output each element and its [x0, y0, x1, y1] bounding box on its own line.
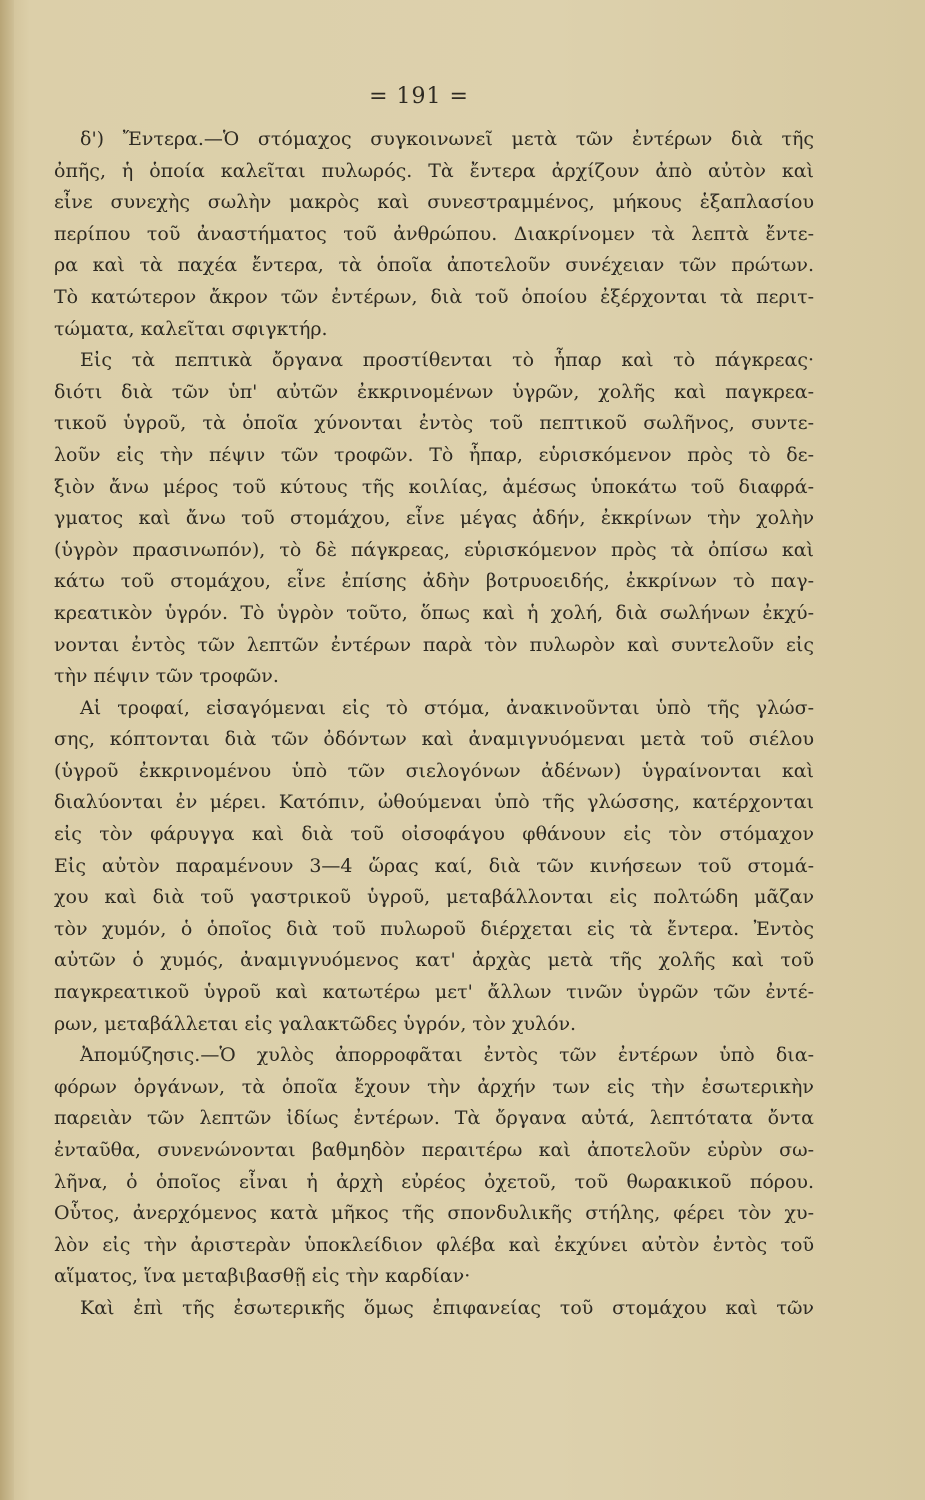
text-line: ρα καὶ τὰ παχέα ἔντερα, τὰ ὁποῖα ἀποτελοῦν συνέχειαν τῶν πρώτων.	[54, 254, 814, 277]
text-line: αὐτῶν ὁ χυμός, ἀναμιγνυόμενος κατ' ἀρχὰς μετὰ τῆς χολῆς καὶ τοῦ	[54, 949, 814, 972]
text-line: τώματα, καλεῖται σφιγκτήρ.	[54, 317, 328, 340]
page-number: = 191 =	[369, 84, 469, 109]
text-line: Ἀπομύζησις.—Ὁ χυλὸς ἀπορροφᾶται ἐντὸς τῶν ἐντέρων ὑπὸ δια-	[80, 1044, 814, 1067]
text-line: Τὸ κατώτερον ἄκρον τῶν ἐντέρων, διὰ τοῦ ὁποίου ἐξέρχονται τὰ περιτ-	[54, 285, 814, 308]
text-line: δ') Ἔντερα.—Ὁ στόμαχος συγκοινωνεῖ μετὰ τῶν ἐντέρων διὰ τῆς	[80, 128, 814, 150]
text-line: Εἰς τὰ πεπτικὰ ὄργανα προστίθενται τὸ ἧπαρ καὶ τὸ πάγκρεας·	[80, 349, 814, 372]
text-line: διότι διὰ τῶν ὑπ' αὐτῶν ἐκκρινομένων ὑγρῶν, χολῆς καὶ παγκρεα-	[54, 380, 814, 403]
text-line: Οὗτος, ἀνερχόμενος κατὰ μῆκος τῆς σπονδυλικῆς στήλης, φέρει τὸν χυ-	[54, 1202, 814, 1225]
text-line: Καὶ ἐπὶ τῆς ἐσωτερικῆς ὅμως ἐπιφανείας τοῦ στομάχου καὶ τῶν	[80, 1296, 814, 1319]
text-line: ξιὸν ἄνω μέρος τοῦ κύτους τῆς κοιλίας, ἀμέσως ὑποκάτω τοῦ διαφρά-	[54, 475, 814, 498]
text-line: (ὑγροῦ ἐκκρινομένου ὑπὸ τῶν σιελογόνων ἀδένων) ὑγραίνονται καὶ	[54, 759, 814, 782]
text-line: διαλύονται ἐν μέρει. Κατόπιν, ὠθούμεναι ὑπὸ τῆς γλώσσης, κατέρχονται	[54, 791, 814, 814]
text-line: περίπου τοῦ ἀναστήματος τοῦ ἀνθρώπου. Διακρίνομεν τὰ λεπτὰ ἔντε-	[54, 222, 814, 245]
text-line: ὀπῆς, ἡ ὁποία καλεῖται πυλωρός. Τὰ ἔντερα ἀρχίζουν ἀπὸ αὐτὸν καὶ	[54, 159, 814, 182]
text-line: λὸν εἰς τὴν ἀριστερὰν ὑποκλείδιον φλέβα καὶ ἐκχύνει αὐτὸν ἐντὸς τοῦ	[54, 1233, 814, 1256]
text-line: αἵματος, ἵνα μεταβιβασθῇ εἰς τὴν καρδίαν·	[54, 1265, 471, 1288]
text-line: εἶνε συνεχὴς σωλὴν μακρὸς καὶ συνεστραμμένος, μήκους ἑξαπλασίου	[54, 191, 814, 214]
text-line: νονται ἐντὸς τῶν λεπτῶν ἐντέρων παρὰ τὸν πυλωρὸν καὶ συντελοῦν εἰς	[54, 633, 814, 656]
text-line: σης, κόπτονται διὰ τῶν ὀδόντων καὶ ἀναμιγνυόμεναι μετὰ τοῦ σιέλου	[54, 728, 814, 751]
text-line: εἰς τὸν φάρυγγα καὶ διὰ τοῦ οἰσοφάγου φθάνουν εἰς τὸν στόμαχον	[54, 823, 814, 846]
text-line: λοῦν εἰς τὴν πέψιν τῶν τροφῶν. Τὸ ἧπαρ, εὑρισκόμενον πρὸς τὸ δε-	[54, 443, 814, 466]
text-line: γματος καὶ ἄνω τοῦ στομάχου, εἶνε μέγας ἀδήν, ἐκκρίνων τὴν χολὴν	[54, 507, 814, 530]
text-line: τὸν χυμόν, ὁ ὁποῖος διὰ τοῦ πυλωροῦ διέρχεται εἰς τὰ ἔντερα. Ἐντὸς	[54, 917, 814, 940]
text-line: τικοῦ ὑγροῦ, τὰ ὁποῖα χύνονται ἐντὸς τοῦ πεπτικοῦ σωλῆνος, συντε-	[54, 412, 814, 435]
text-line: Εἰς αὐτὸν παραμένουν 3—4 ὥρας καί, διὰ τῶν κινήσεων τοῦ στομά-	[54, 854, 814, 877]
body-text	[54, 124, 814, 1325]
text-line: (ὑγρὸν πρασινωπόν), τὸ δὲ πάγκρεας, εὑρισκόμενον πρὸς τὰ ὀπίσω καὶ	[54, 538, 814, 561]
text-line: λῆνα, ὁ ὁποῖος εἶναι ἡ ἀρχὴ εὐρέος ὀχετοῦ, τοῦ θωρακικοῦ πόρου.	[54, 1170, 814, 1193]
text-line: χου καὶ διὰ τοῦ γαστρικοῦ ὑγροῦ, μεταβάλλονται εἰς πολτώδη μᾶζαν	[54, 886, 814, 909]
page-binding-edge	[0, 0, 14, 1500]
text-line: κρεατικὸν ὑγρόν. Τὸ ὑγρὸν τοῦτο, ὅπως καὶ ἡ χολή, διὰ σωλήνων ἐκχύ-	[54, 601, 814, 624]
text-line: ρων, μεταβάλλεται εἰς γαλακτῶδες ὑγρόν, τὸν χυλόν.	[54, 1012, 577, 1035]
text-line: παρειὰν τῶν λεπτῶν ἰδίως ἐντέρων. Τὰ ὄργανα αὐτά, λεπτότατα ὄντα	[54, 1107, 814, 1130]
text-line: Αἱ τροφαί, εἰσαγόμεναι εἰς τὸ στόμα, ἀνακινοῦνται ὑπὸ τῆς γλώσ-	[80, 696, 814, 719]
text-line: κάτω τοῦ στομάχου, εἶνε ἐπίσης ἀδὴν βοτρυοειδής, ἐκκρίνων τὸ παγ-	[54, 570, 814, 593]
text-line: παγκρεατικοῦ ὑγροῦ καὶ κατωτέρω μετ' ἄλλων τινῶν ὑγρῶν τῶν ἐντέ-	[54, 981, 814, 1004]
text-line: ἐνταῦθα, συνενώνονται βαθμηδὸν περαιτέρω καὶ ἀποτελοῦν εὐρὺν σω-	[54, 1139, 814, 1161]
text-line: φόρων ὀργάνων, τὰ ὁποῖα ἔχουν τὴν ἀρχήν των εἰς τὴν ἐσωτερικὴν	[54, 1075, 814, 1098]
text-line: τὴν πέψιν τῶν τροφῶν.	[54, 665, 279, 688]
